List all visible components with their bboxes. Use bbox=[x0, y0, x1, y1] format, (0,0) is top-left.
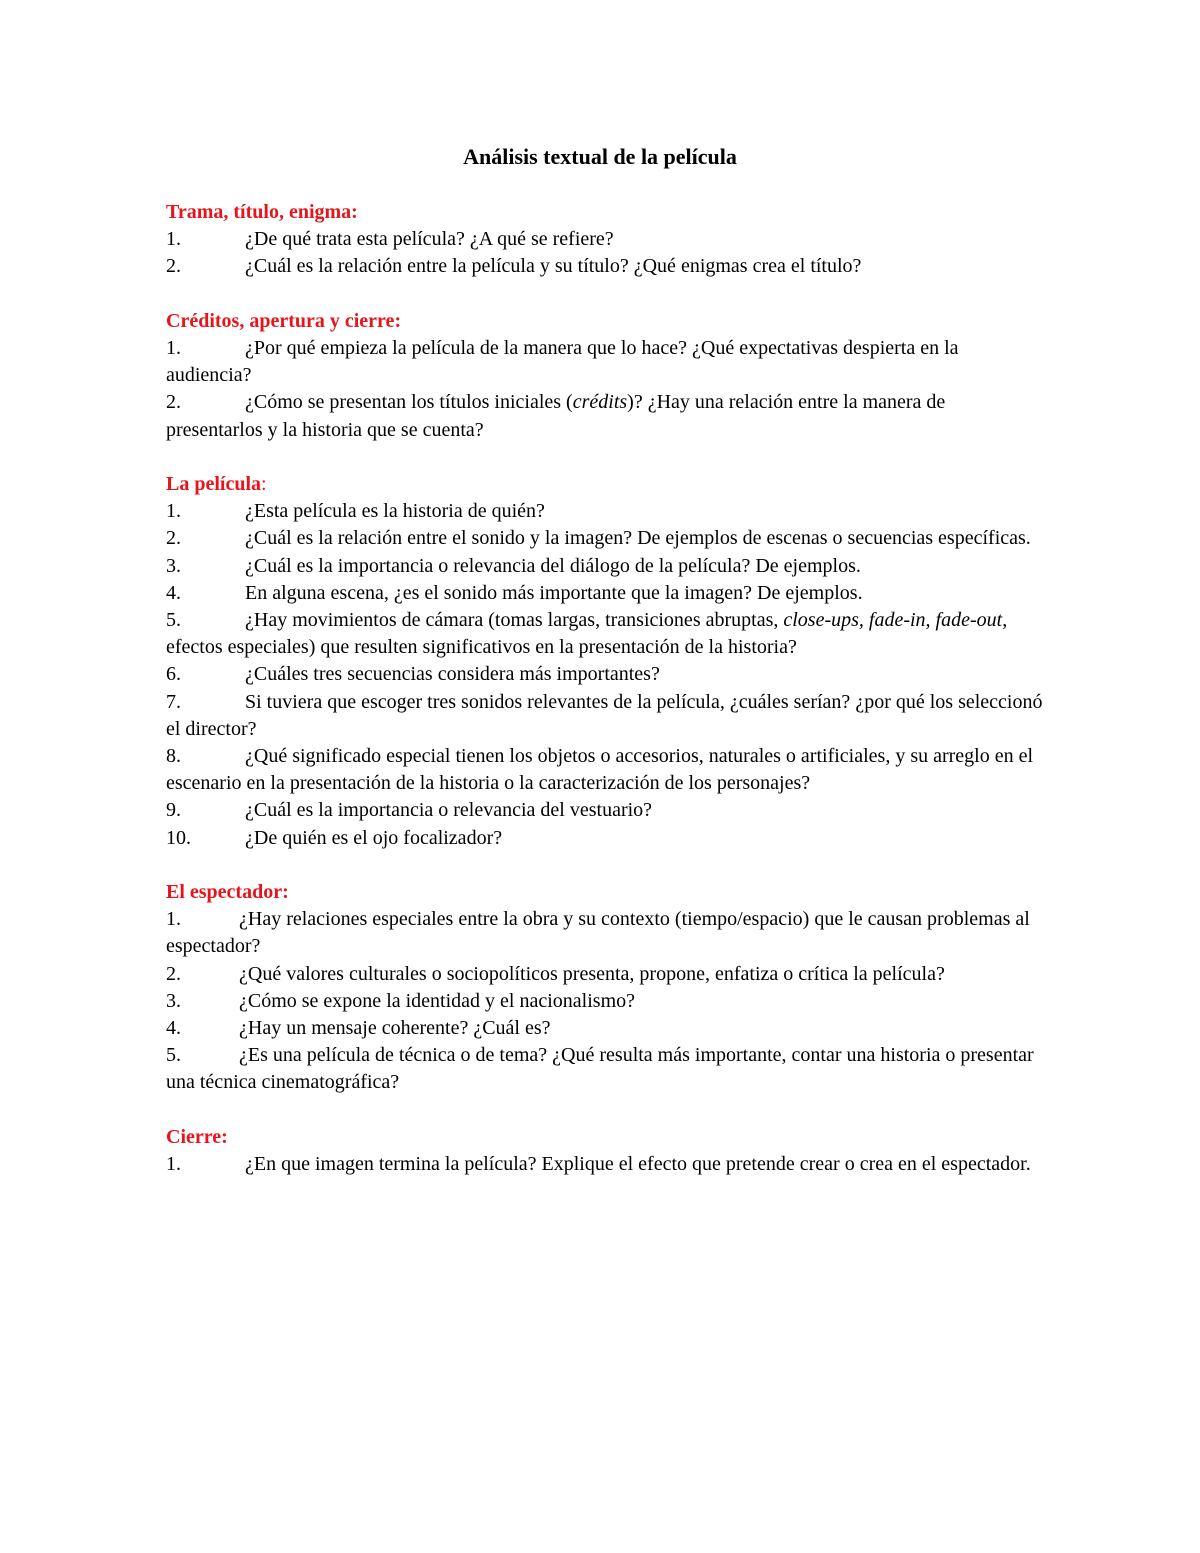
item-text: ¿Cuál es la relación entre la película y su título? ¿Qué enigmas crea el título? bbox=[245, 255, 862, 278]
item-text: ¿Qué significado especial tienen los objetos o accesorios, naturales o artificiales, y su arreglo en el escenario en la presentación de la historia o la caracterización de los personajes? bbox=[166, 745, 1034, 795]
list-item bbox=[166, 335, 1046, 389]
item-text: , efectos especiales) que resulten significativos en la presentación de la historia? bbox=[166, 609, 1008, 659]
list-item bbox=[166, 825, 1046, 852]
item-number: 9. bbox=[166, 799, 181, 822]
section-heading: Créditos, apertura y cierre: bbox=[166, 309, 402, 332]
item-text: ¿En que imagen termina la película? Explique el efecto que pretende crear o crea en el espectador. bbox=[245, 1153, 1031, 1176]
item-text: ¿Cuál es la importancia o relevancia del diálogo de la película? De ejemplos. bbox=[245, 554, 861, 577]
list-item bbox=[166, 525, 1046, 552]
document-body bbox=[166, 199, 1046, 1205]
list-item bbox=[166, 988, 1046, 1015]
item-text: )? ¿Hay una relación entre la manera de presentarlos y la historia que se cuenta? bbox=[166, 391, 946, 441]
item-number: 1. bbox=[166, 500, 181, 523]
item-number: 8. bbox=[166, 745, 181, 768]
list-item bbox=[166, 226, 1046, 253]
item-number: 2. bbox=[166, 391, 181, 414]
item-number: 7. bbox=[166, 690, 181, 713]
item-text: ¿Es una película de técnica o de tema? ¿Qué resulta más importante, contar una historia o presentar una técnica cinematográfica? bbox=[166, 1044, 1034, 1094]
item-number: 5. bbox=[166, 609, 181, 632]
list-item bbox=[166, 661, 1046, 688]
item-text: ¿Hay un mensaje coherente? ¿Cuál es? bbox=[239, 1017, 551, 1040]
section-heading: Cierre: bbox=[166, 1125, 228, 1148]
item-text: ¿Hay relaciones especiales entre la obra y su contexto (tiempo/espacio) que le causan problemas al espectador? bbox=[166, 908, 1030, 958]
list-item bbox=[166, 498, 1046, 525]
item-text: Si tuviera que escoger tres sonidos relevantes de la película, ¿cuáles serían? ¿por qué los seleccionó el director? bbox=[166, 690, 1043, 740]
item-text: ¿Cuál es la importancia o relevancia del vestuario? bbox=[245, 799, 653, 822]
list-item bbox=[166, 797, 1046, 824]
item-text: ¿Cómo se presentan los títulos iniciales ( bbox=[245, 391, 573, 414]
item-text-emphasis: crédits bbox=[572, 391, 628, 414]
item-text: ¿Cuáles tres secuencias considera más importantes? bbox=[245, 663, 660, 686]
list-item bbox=[166, 743, 1046, 797]
list-item bbox=[166, 253, 1046, 280]
item-text-emphasis: close-ups, fade-in, fade-out bbox=[783, 609, 1003, 632]
item-text: ¿Qué valores culturales o sociopolíticos presenta, propone, enfatiza o crítica la película? bbox=[239, 962, 945, 985]
section-pelicula bbox=[166, 471, 1046, 852]
item-number: 10. bbox=[166, 826, 191, 849]
list-item bbox=[166, 1151, 1046, 1178]
item-text: ¿Cuál es la relación entre el sonido y la imagen? De ejemplos de escenas o secuencias específicas. bbox=[245, 527, 1031, 550]
section-creditos bbox=[166, 308, 1046, 444]
item-number: 3. bbox=[166, 989, 181, 1012]
section-espectador bbox=[166, 879, 1046, 1097]
item-number: 4. bbox=[166, 581, 181, 604]
list-item bbox=[166, 580, 1046, 607]
section-trama bbox=[166, 199, 1046, 281]
section-heading bbox=[166, 471, 1046, 498]
item-number: 3. bbox=[166, 554, 181, 577]
item-number: 2. bbox=[166, 255, 181, 278]
item-number: 1. bbox=[166, 337, 181, 359]
list-item bbox=[166, 961, 1046, 988]
section-heading-text: La película bbox=[166, 473, 262, 495]
item-text: ¿De qué trata esta película? ¿A qué se refiere? bbox=[245, 228, 614, 251]
section-heading: Trama, título, enigma: bbox=[166, 201, 358, 223]
list-item bbox=[166, 1015, 1046, 1042]
item-text: ¿Por qué empieza la película de la manera que lo hace? ¿Qué expectativas despierta en la audiencia? bbox=[166, 337, 959, 387]
item-number: 1. bbox=[166, 908, 181, 931]
item-text: ¿Cómo se expone la identidad y el nacionalismo? bbox=[239, 989, 635, 1012]
section-heading-colon: : bbox=[261, 473, 267, 495]
list-item bbox=[166, 389, 1046, 443]
item-text: ¿Hay movimientos de cámara (tomas largas, transiciones abruptas, bbox=[245, 609, 784, 632]
item-text: En alguna escena, ¿es el sonido más importante que la imagen? De ejemplos. bbox=[245, 581, 863, 604]
list-item bbox=[166, 607, 1046, 661]
list-item bbox=[166, 689, 1046, 743]
section-heading: El espectador: bbox=[166, 881, 289, 904]
item-text: ¿Esta película es la historia de quién? bbox=[245, 500, 545, 523]
item-number: 6. bbox=[166, 663, 181, 686]
item-number: 5. bbox=[166, 1044, 181, 1067]
item-number: 2. bbox=[166, 527, 181, 550]
item-number: 2. bbox=[166, 962, 181, 985]
item-number: 4. bbox=[166, 1017, 181, 1040]
item-number: 1. bbox=[166, 1153, 181, 1176]
item-number: 1. bbox=[166, 228, 181, 251]
document-title: Análisis textual de la película bbox=[463, 144, 737, 169]
section-cierre bbox=[166, 1124, 1046, 1178]
list-item bbox=[166, 553, 1046, 580]
list-item bbox=[166, 906, 1046, 960]
list-item bbox=[166, 1042, 1046, 1096]
item-text: ¿De quién es el ojo focalizador? bbox=[245, 826, 503, 849]
